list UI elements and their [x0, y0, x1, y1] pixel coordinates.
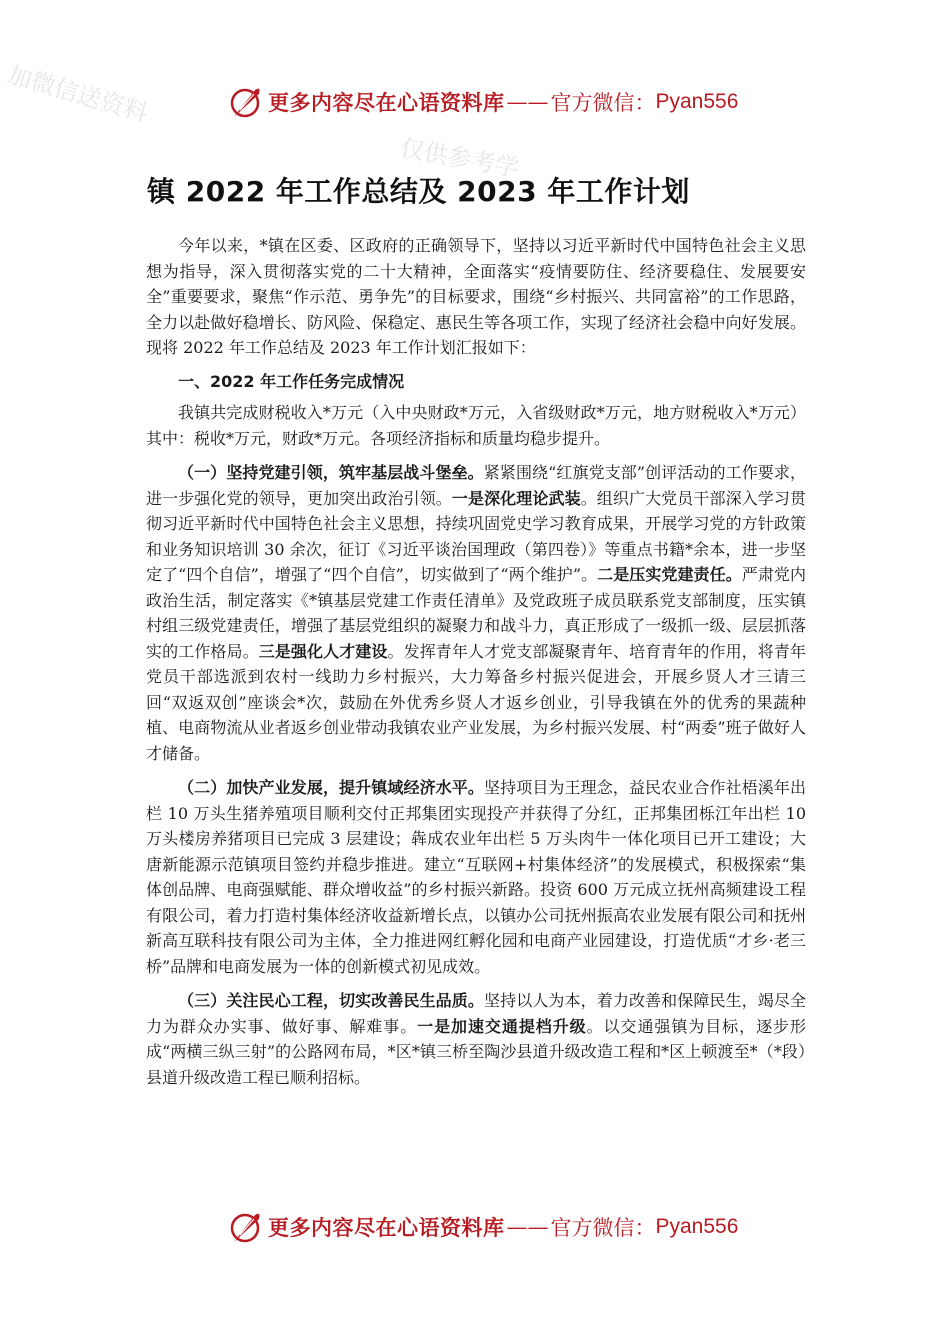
banner-separator: ——	[506, 90, 549, 114]
banner-wechat-label: 官方微信：	[550, 91, 656, 115]
document-title: 镇 2022 年工作总结及 2023 年工作计划	[147, 175, 690, 208]
document-body	[146, 233, 806, 1090]
quill-pen-icon	[228, 1209, 264, 1245]
paragraph-text: 。以交通强镇为目标，逐步形成“两横三纵三射”的公路网布局，*区*镇三桥至陶沙县道升级改造工程和*区上顿渡至*（*段）县道升级改造工程已顺利招标。	[146, 1016, 806, 1087]
banner-text: 更多内容尽在心语资料库	[268, 1215, 505, 1240]
banner-text: 更多内容尽在心语资料库	[268, 90, 505, 115]
paragraph-text: 坚持项目为王理念，益民农业合作社梧溪年出栏 10 万头生猪养殖项目顺利交付正邦集团实现投产并获得了分红，正邦集团栎江年出栏 10 万头楼房养猪项目已完成 3 层建设；犇成农业年出栏 5 万头肉牛一体化项目已开工建设；大唐新能源示范镇项目签约并稳步推进。建立“互联网+村集体经济”的发展模式，积极探索“集体创品牌、电商强赋能、群众增收益”的乡村振兴新路。投资 600 万元成立抚州高频建设工程有限公司，着力打造村集体经济收益新增长点，以镇办公司抚州振高农业发展有限公司和抚州新高互联科技有限公司为主体，全力推进网红孵化园和电商产业园建设，打造优质“才乡·老三桥”品牌和电商发展为一体的创新模式初见成效。	[146, 778, 806, 976]
banner-wechat-id: Pyan556	[655, 1215, 739, 1238]
paragraph-text: 坚持以人为本，着力改善和保障民生，竭尽全力为群众办实事、做好事、解难事。	[146, 991, 806, 1036]
banner-wechat-label: 官方微信：	[550, 1216, 656, 1240]
subsection-heading: （三）关注民心工程，切实改善民生品质。	[178, 991, 484, 1010]
point-heading: 一是深化理论武装	[451, 488, 581, 508]
header-banner[interactable]	[228, 82, 738, 122]
section-heading-text: 一、2022 年工作任务完成情况	[178, 371, 405, 391]
livelihood-paragraph	[146, 988, 806, 1090]
revenue-paragraph: 我镇共完成财税收入*万元（入中央财政*万元，入省级财政*万元，地方财税收入*万元）其中：税收*万元，财政*万元。各项经济指标和质量均稳步提升。	[146, 403, 806, 448]
industry-paragraph	[146, 775, 806, 979]
subsection-heading: （一）坚持党建引领，筑牢基层战斗堡垒。	[178, 463, 484, 482]
point-heading: 三是强化人才建设	[258, 641, 388, 661]
footer-banner[interactable]	[228, 1207, 738, 1247]
paragraph-text: 严肃党内政治生活，制定落实《*镇基层党建工作责任清单》及党政班子成员联系党支部制度，压实镇村组三级党建责任，增强了基层党组织的凝聚力和战斗力，真正形成了一级抓一级、层层抓落实的工作格局。	[146, 565, 806, 661]
paragraph-text: 紧紧围绕“红旗党支部”创评活动的工作要求，进一步强化党的领导，更加突出政治引领。	[146, 463, 806, 508]
quill-pen-icon	[228, 84, 264, 120]
banner-separator: ——	[506, 1215, 549, 1239]
section-heading	[146, 369, 806, 395]
point-heading: 二是压实党建责任。	[597, 565, 742, 584]
paragraph-text: 。组织广大党员干部深入学习贯彻习近平新时代中国特色社会主义思想，持续巩固党史学习教育成果，开展学习党的方针政策和业务知识培训 30 余次，征订《习近平谈治国理政（第四卷）》等重点书籍*余本，进一步坚定了“四个自信”，增强了“四个自信”，切实做到了“两个维护”。	[146, 488, 806, 584]
point-heading: 一是加速交通提档升级	[417, 1016, 587, 1036]
paragraph-text: 。发挥青年人才党支部凝聚青年、培育青年的作用，将青年党员干部选派到农村一线助力乡村振兴，大力筹备乡村振兴促进会，开展乡贤人才三请三回“双返双创”座谈会*次，鼓励在外优秀乡贤人才返乡创业，引导我镇在外的优秀的果蔬种植、电商物流从业者返乡创业带动我镇农业产业发展，为乡村振兴发展、村“两委”班子做好人才储备。	[146, 641, 806, 763]
watermark-text: 仅供参考学	[398, 133, 522, 183]
subsection-heading: （二）加快产业发展，提升镇域经济水平。	[178, 778, 484, 797]
intro-paragraph: 今年以来，*镇在区委、区政府的正确领导下，坚持以习近平新时代中国特色社会主义思想为指导，深入贯彻落实党的二十大精神，全面落实“疫情要防住、经济要稳住、发展要安全”重要要求，聚焦“作示范、勇争先”的目标要求，围绕“乡村振兴、共同富裕”的工作思路，全力以赴做好稳增长、防风险、保稳定、惠民生等各项工作，实现了经济社会稳中向好发展。现将 2022 年工作总结及 2023 年工作计划汇报如下：	[146, 236, 806, 357]
banner-wechat-id: Pyan556	[655, 90, 739, 113]
party-building-paragraph	[146, 460, 806, 766]
watermark-text: 加微信送资料	[4, 60, 151, 128]
